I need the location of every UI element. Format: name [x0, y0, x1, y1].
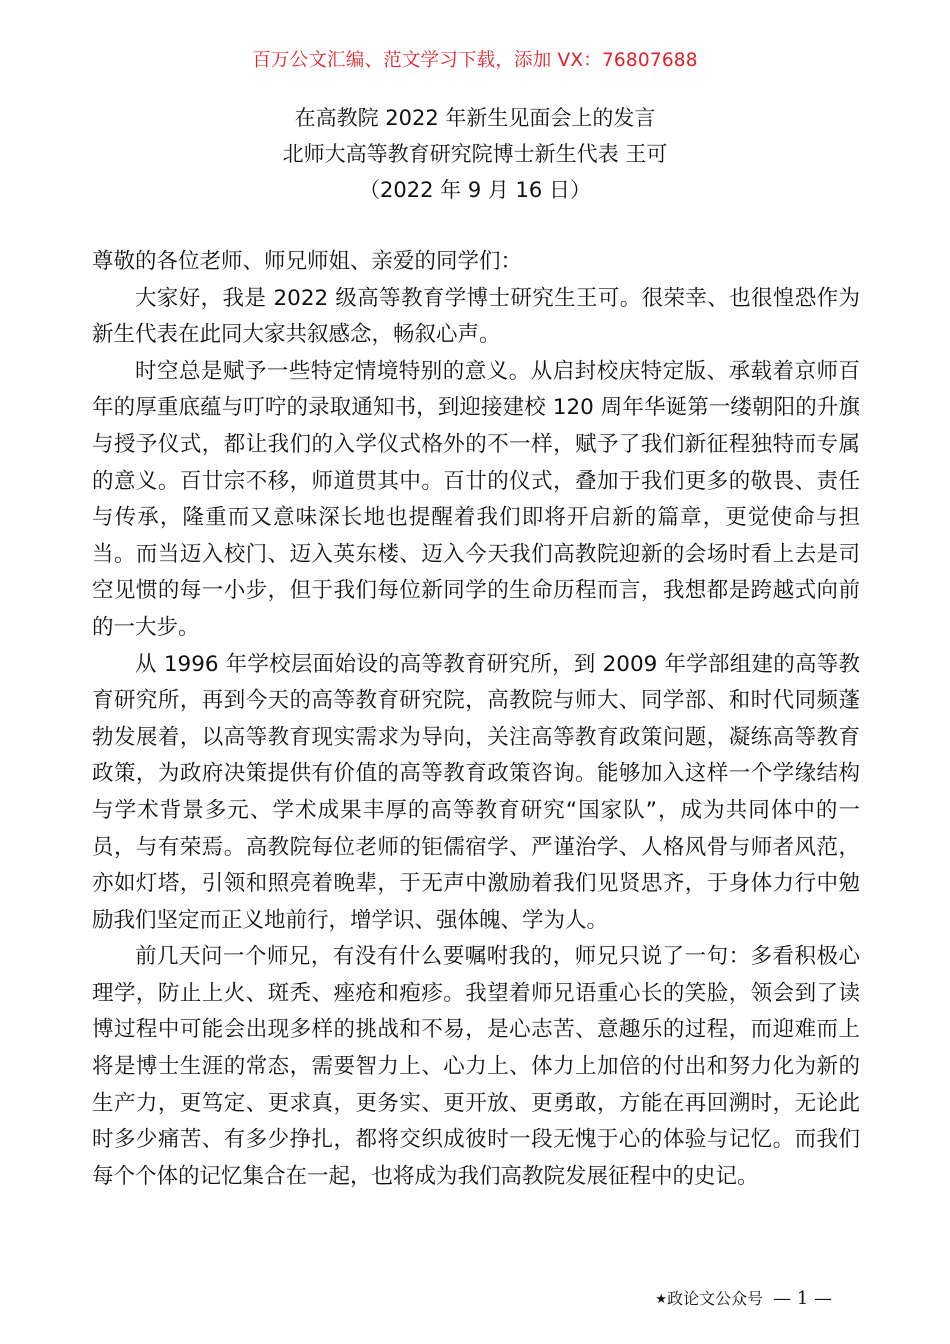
salutation: 尊敬的各位老师、师兄师姐、亲爱的同学们： [92, 249, 523, 274]
speech-body [92, 244, 860, 1195]
paragraph: 时空总是赋予一些特定情境特别的意义。从启封校庆特定版、承载着京师百年的厚重底蕴与叮咛的录取通知书，到迎接建校 120 周年华诞第一缕朝阳的升旗与授予仪式，都让我们的入学仪式格外的不一样，赋予了我们新征程独特而专属的意义。百廿宗不移，师道贯其中。百廿的仪式，叠加于我们更多的敬畏、责任与传承，隆重而又意味深长地也提醒着我们即将开启新的篇章，更觉使命与担当。而当迈入校门、迈入英东楼、迈入今天我们高教院迎新的会场时看上去是司空见惯的每一小步，但于我们每位新同学的生命历程而言，我想都是跨越式向前的一大步。 [92, 358, 860, 640]
star-icon: ★ [655, 1292, 668, 1307]
page-number: — 1 — [773, 1288, 832, 1309]
title-block [0, 100, 950, 208]
speech-date: （2022 年 9 月 16 日） [359, 178, 591, 202]
paragraph: 从 1996 年学校层面始设的高等教育研究所，到 2009 年学部组建的高等教育研究所，再到今天的高等教育研究院，高教院与师大、同学部、和时代同频蓬勃发展着，以高等教育现实需求为导向，关注高等教育政策问题，凝练高等教育政策，为政府决策提供有价值的高等教育政策咨询。能够加入这样一个学缘结构与学术背景多元、学术成果丰厚的高等教育研究“国家队”，成为共同体中的一员，与有荣焉。高教院每位老师的钜儒宿学、严谨治学、人格风骨与师者风范，亦如灯塔，引领和照亮着晚辈，于无声中激励着我们见贤思齐，于身体力行中勉励我们坚定而正义地前行，增学识、强体魄、学为人。 [92, 651, 860, 933]
speech-title: 在高教院 2022 年新生见面会上的发言 [294, 106, 656, 130]
watermark-banner: 百万公文汇编、范文学习下载，添加 VX：76807688 [252, 50, 698, 71]
paragraph: 前几天问一个师兄，有没有什么要嘱咐我的，师兄只说了一句：多看积极心理学，防止上火、斑秃、痤疮和疱疹。我望着师兄语重心长的笑脸，领会到了读博过程中可能会出现多样的挑战和不易，是心志苦、意趣乐的过程，而迎难而上将是博士生涯的常态，需要智力上、心力上、体力上加倍的付出和努力化为新的生产力，更笃定、更求真，更务实、更开放、更勇敢，方能在再回溯时，无论此时多少痛苦、有多少挣扎，都将交织成彼时一段无愧于心的体验与记忆。而我们每个个体的记忆集合在一起，也将成为我们高教院发展征程中的史记。 [92, 944, 860, 1189]
paragraph: 大家好，我是 2022 级高等教育学博士研究生王可。很荣幸、也很惶恐作为新生代表在此同大家共叙感念，畅叙心声。 [92, 285, 860, 348]
page-footer [655, 1286, 832, 1309]
speaker-line: 北师大高等教育研究院博士新生代表 王可 [282, 142, 668, 166]
footer-source: 政论文公众号 [667, 1289, 764, 1308]
